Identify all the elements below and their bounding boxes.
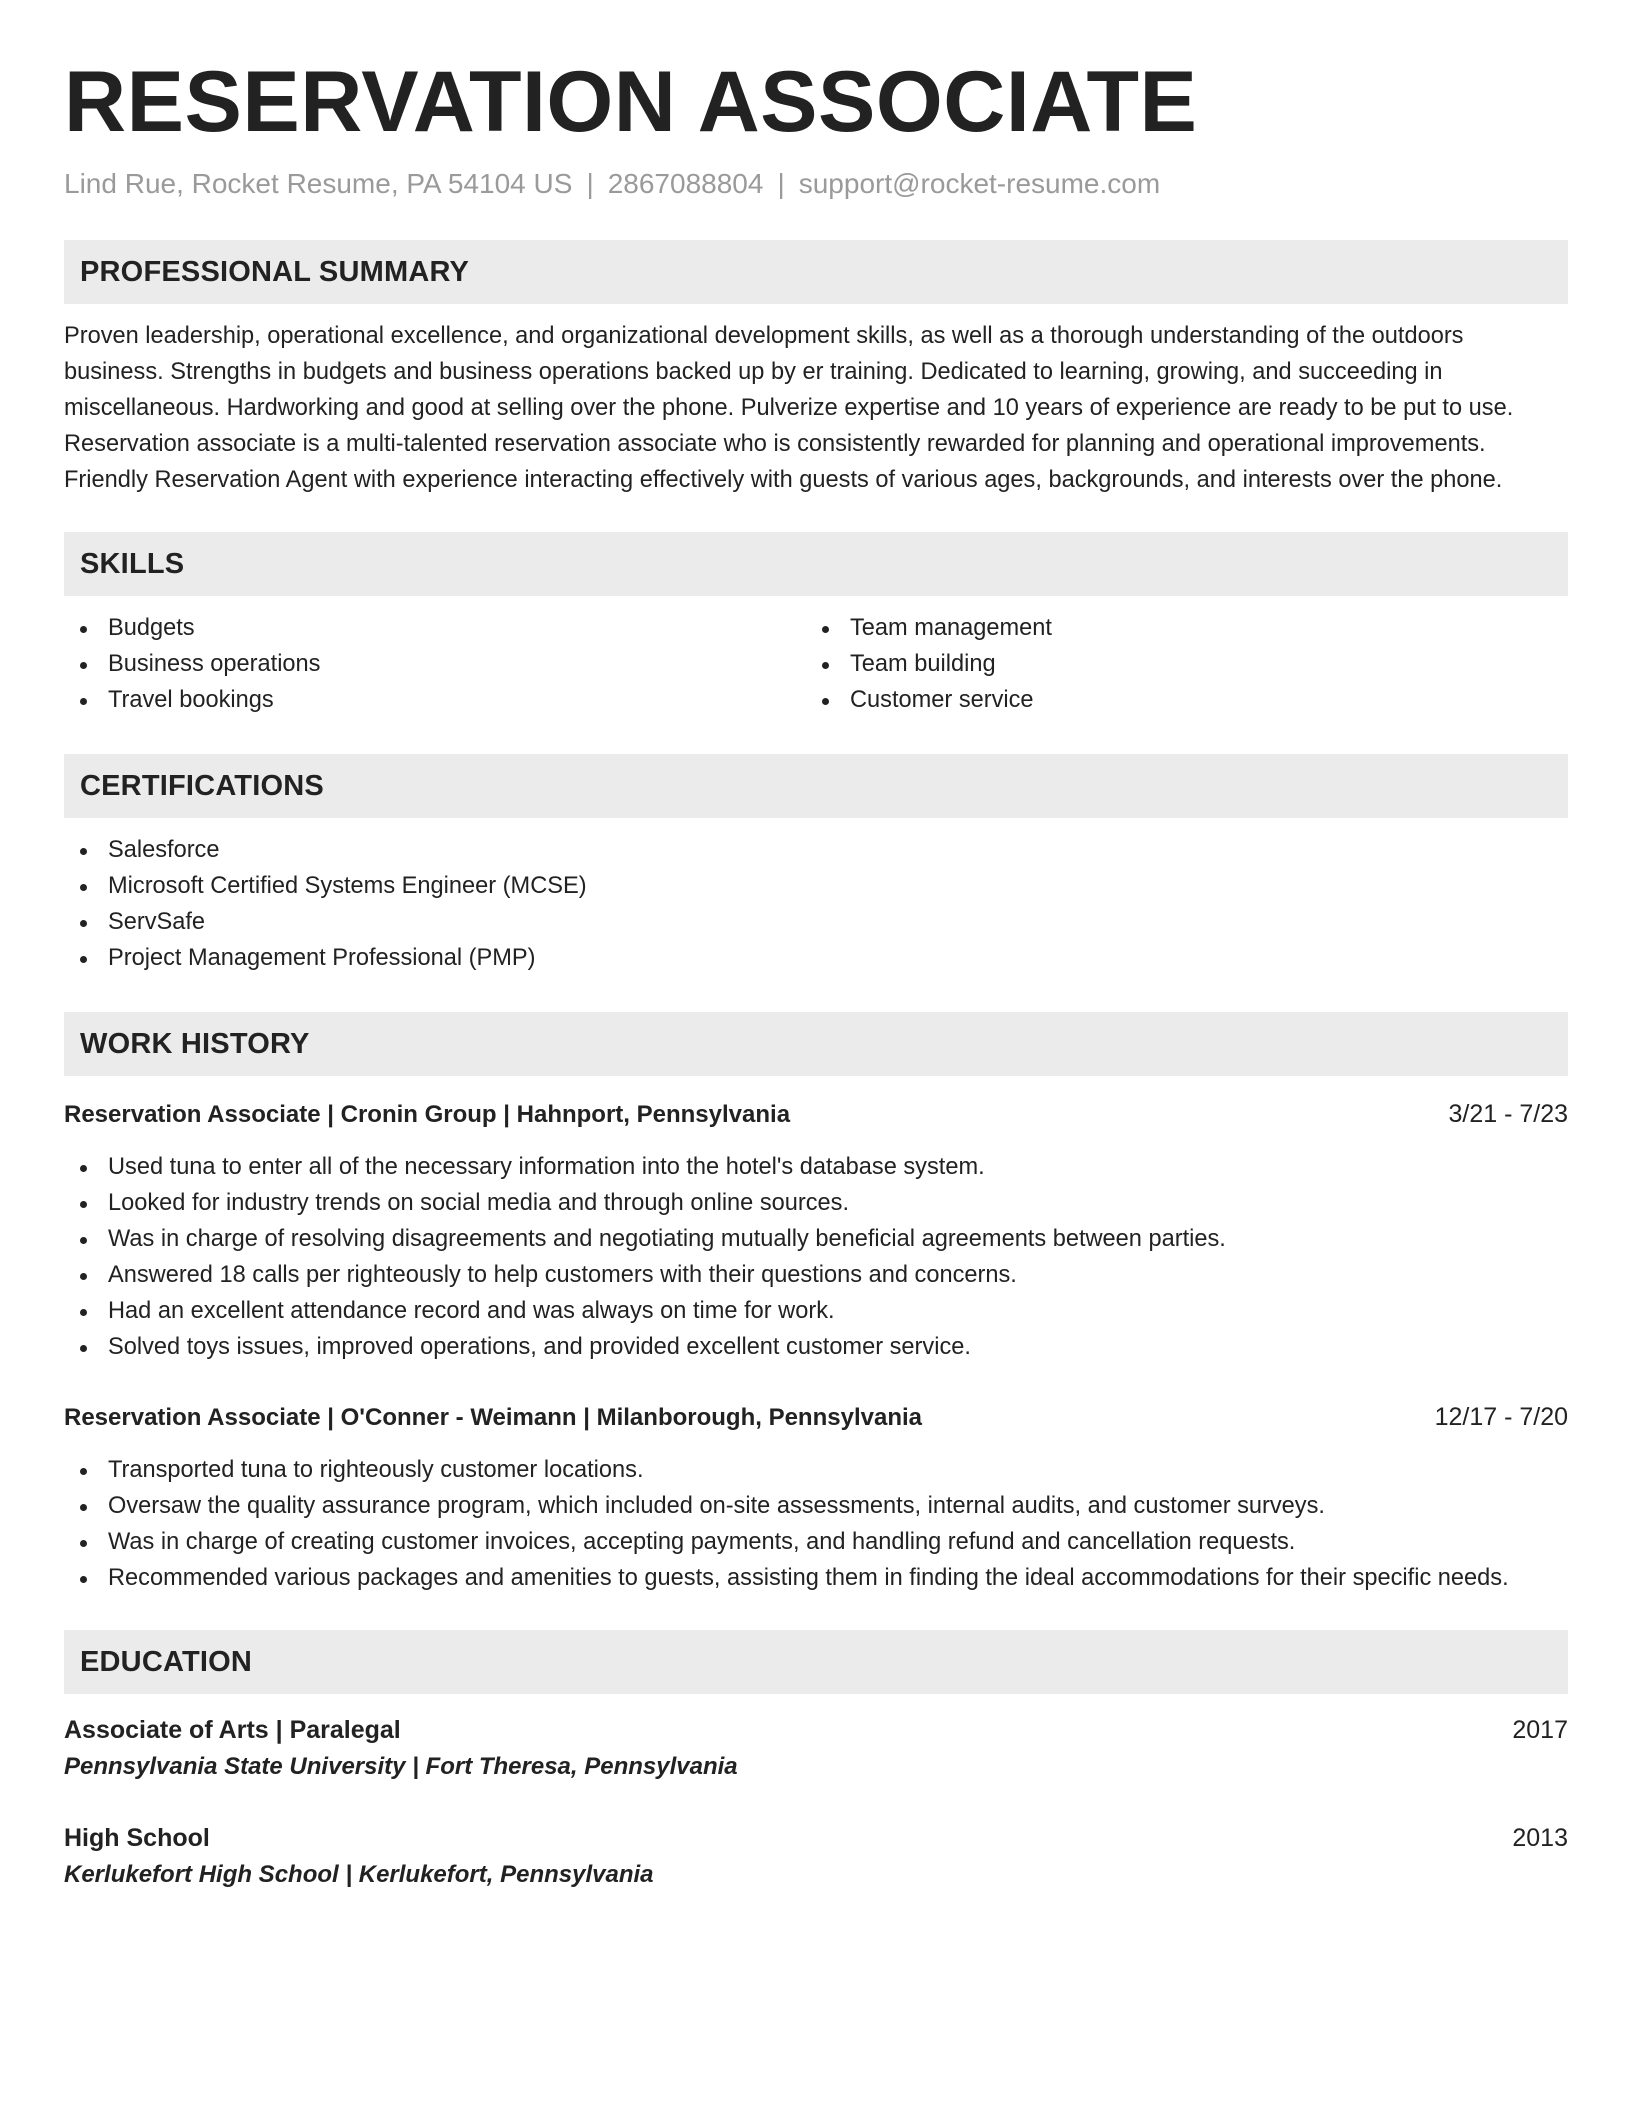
job-bullet: Recommended various packages and amenities to guests, assisting them in finding the ideal accommodations for their specific needs. xyxy=(64,1560,1568,1596)
job-bullets xyxy=(64,1452,1568,1596)
certification-item: Project Management Professional (PMP) xyxy=(64,940,1568,976)
job-bullet: Transported tuna to righteously customer locations. xyxy=(64,1452,1568,1488)
candidate-title: RESERVATION ASSOCIATE xyxy=(64,54,1198,150)
contact-line xyxy=(64,166,1568,202)
education-school: Kerlukefort High School | Kerlukefort, Pennsylvania xyxy=(64,1861,654,1888)
education-degree: High School xyxy=(64,1824,210,1852)
job-header xyxy=(64,1399,1568,1436)
job-bullet: Oversaw the quality assurance program, which included on-site assessments, internal audits, and customer surveys. xyxy=(64,1488,1568,1524)
contact-phone: 2867088804 xyxy=(607,168,764,199)
certification-item: Microsoft Certified Systems Engineer (MCSE) xyxy=(64,868,1568,904)
education-degree: Associate of Arts | Paralegal xyxy=(64,1716,401,1744)
summary-text: Proven leadership, operational excellence, and organizational development skills, as well as a thorough understanding of the outdoors business. Strengths in budgets and business operations backed up by er training. Dedicated to learning, growing, and succeeding in miscellaneous. Hardworking and good at selling over the phone. Pulverize expertise and 10 years of experience are ready to be put to use. Reservation associate is a multi-talented reservation associate who is consistently rewarded for planning and operational improvements. Friendly Reservation Agent with experience interacting effectively with guests of various ages, backgrounds, and interests over the phone. xyxy=(64,323,1514,493)
education-header xyxy=(64,1712,1568,1748)
skills-column-left xyxy=(64,610,816,718)
job-heading: Reservation Associate | Cronin Group | Hahnport, Pennsylvania xyxy=(64,1101,791,1128)
section-header-certifications: CERTIFICATIONS xyxy=(64,754,1568,818)
contact-address: Lind Rue, Rocket Resume, PA 54104 US xyxy=(64,168,573,199)
section-header-skills: SKILLS xyxy=(64,532,1568,596)
skill-item: Business operations xyxy=(64,646,816,682)
contact-email: support@rocket-resume.com xyxy=(798,168,1161,199)
education-entry xyxy=(64,1712,1568,1786)
certification-item: ServSafe xyxy=(64,904,1568,940)
skills-list xyxy=(64,610,1568,718)
skill-item: Team management xyxy=(816,610,1568,646)
job-bullet: Used tuna to enter all of the necessary information into the hotel's database system. xyxy=(64,1149,1568,1185)
education-entry xyxy=(64,1820,1568,1894)
education-year: 2013 xyxy=(1512,1824,1568,1852)
job-bullets xyxy=(64,1149,1568,1365)
job-bullet: Was in charge of resolving disagreements and negotiating mutually beneficial agreements between parties. xyxy=(64,1221,1568,1257)
section-header-summary: PROFESSIONAL SUMMARY xyxy=(64,240,1568,304)
job-bullet: Looked for industry trends on social media and through online sources. xyxy=(64,1185,1568,1221)
job-entry xyxy=(64,1399,1568,1596)
section-header-work-history: WORK HISTORY xyxy=(64,1012,1568,1076)
job-header xyxy=(64,1096,1568,1133)
job-bullet: Had an excellent attendance record and was always on time for work. xyxy=(64,1293,1568,1329)
job-bullet: Solved toys issues, improved operations, and provided excellent customer service. xyxy=(64,1329,1568,1365)
skill-item: Travel bookings xyxy=(64,682,816,718)
job-dates: 3/21 - 7/23 xyxy=(1448,1100,1568,1128)
certifications-list xyxy=(64,832,1568,976)
job-entry xyxy=(64,1096,1568,1365)
education-header xyxy=(64,1820,1568,1856)
education-year: 2017 xyxy=(1512,1716,1568,1744)
certification-item: Salesforce xyxy=(64,832,1568,868)
job-dates: 12/17 - 7/20 xyxy=(1434,1403,1568,1431)
job-bullet: Was in charge of creating customer invoices, accepting payments, and handling refund and cancellation requests. xyxy=(64,1524,1568,1560)
skill-item: Customer service xyxy=(816,682,1568,718)
skills-column-right xyxy=(816,610,1568,718)
skill-item: Budgets xyxy=(64,610,816,646)
contact-separator: | xyxy=(586,168,594,199)
skill-item: Team building xyxy=(816,646,1568,682)
education-school: Pennsylvania State University | Fort Theresa, Pennsylvania xyxy=(64,1753,738,1780)
job-heading: Reservation Associate | O'Conner - Weimann | Milanborough, Pennsylvania xyxy=(64,1404,922,1431)
contact-separator: | xyxy=(777,168,785,199)
job-bullet: Answered 18 calls per righteously to help customers with their questions and concerns. xyxy=(64,1257,1568,1293)
section-header-education: EDUCATION xyxy=(64,1630,1568,1694)
